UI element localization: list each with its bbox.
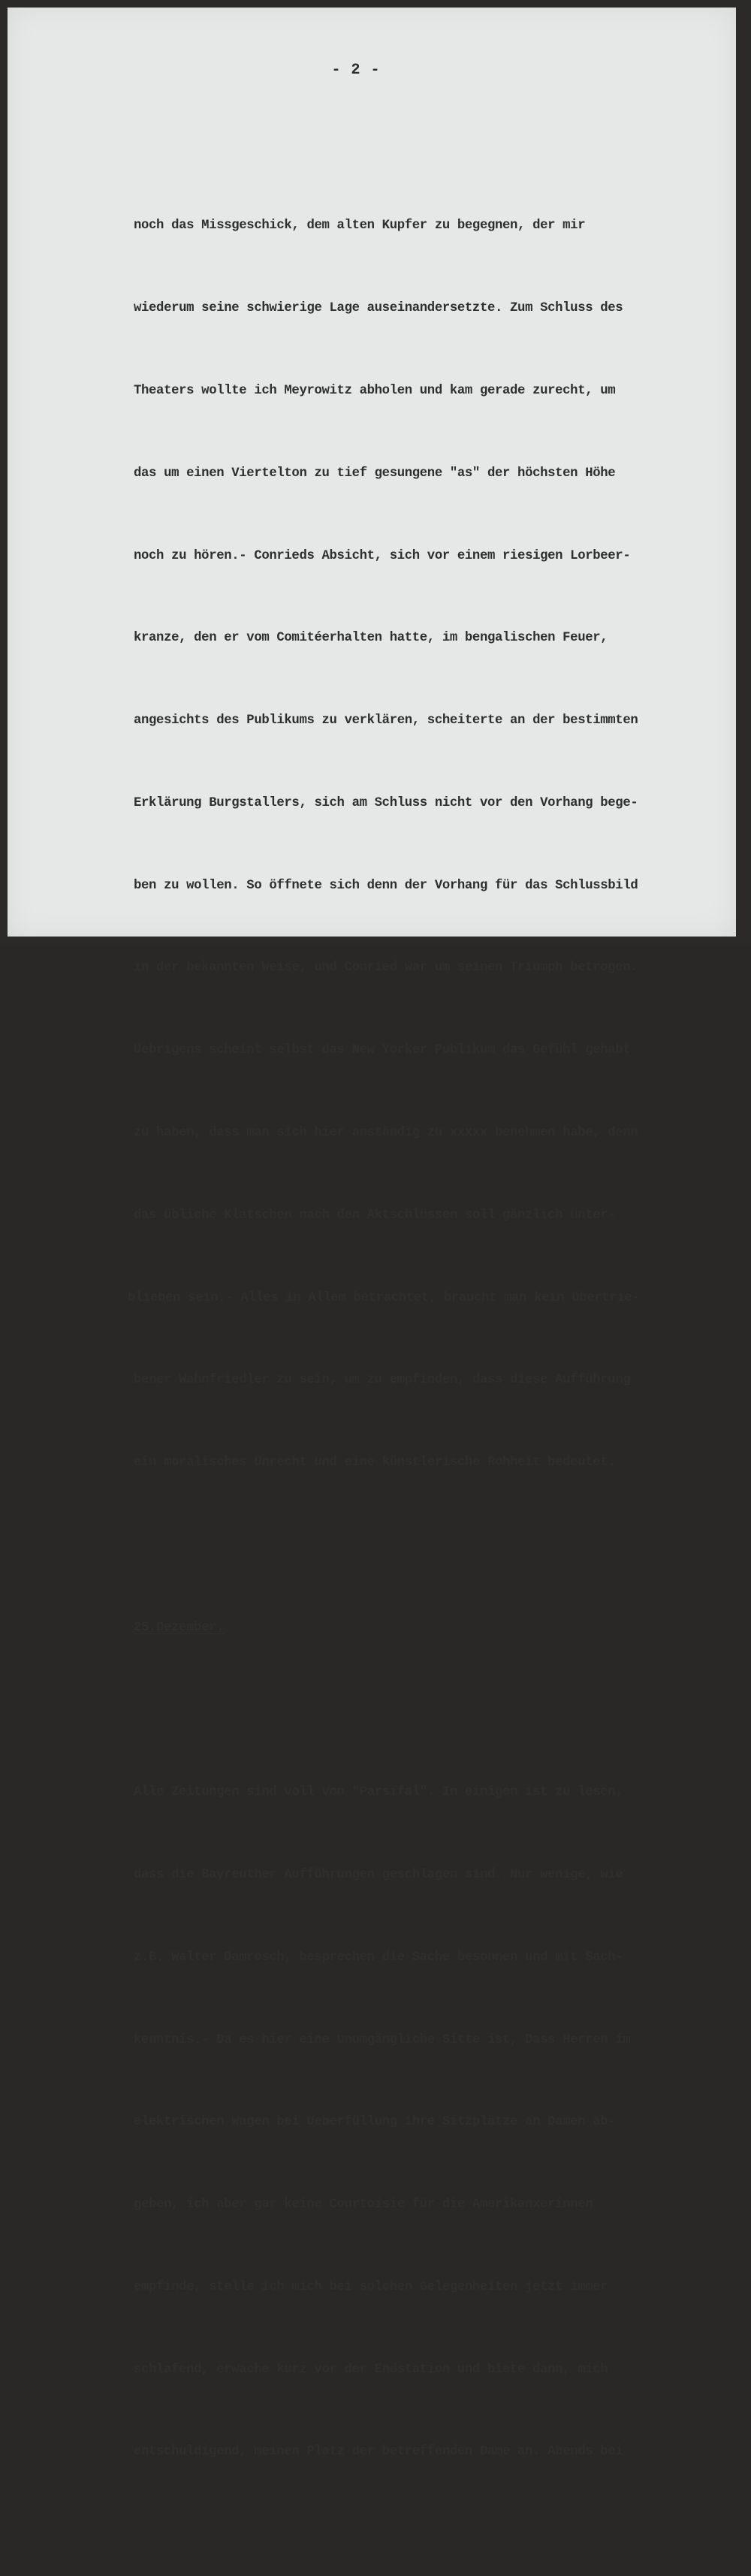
text-line: wiederum seine schwierige Lage auseinandersetzte. Zum Schluss des — [134, 301, 623, 316]
text-line: ein moralisches Unrecht und eine künstlerische Rohheit bedeutet. — [134, 1455, 616, 1470]
text-line: Uebrigens scheint selbst das New Yorker Publikum das Gefühl gehabt — [134, 1043, 631, 1058]
text-line: elektrischen Wagen bei Ueberfüllung ihre Sitzplätze an Damen ab- — [134, 2115, 616, 2130]
section-heading — [128, 1615, 698, 1642]
text-line: das übliche Klatschen nach den Aktschlüssen soll gänzlich unter- — [134, 1208, 616, 1223]
text-line: Theaters wollte ich Meyrowitz abholen und kam gerade zurecht, um — [134, 383, 616, 398]
text-line: noch das Missgeschick, dem alten Kupfer zu begegnen, der mir — [134, 219, 586, 234]
page-number: - 2 - — [331, 62, 381, 79]
text-line: noch zu hören.- Conrieds Absicht, sich vor einem riesigen Lorbeer- — [134, 548, 631, 563]
text-line: blieben sein.- Alles in Allem betrachtet, braucht man kein übertrie- — [128, 1290, 640, 1305]
text-line: z.B. Walter Damrosch, besprechen die Sache besonnen und mit Sach- — [134, 1950, 623, 1965]
text-line: ben zu wollen. So öffnete sich denn der Vorhang für das Schlussbild — [134, 878, 638, 893]
text-line: bener Wahnfriedler zu sein, um zu empfinden, dass diese Aufführung — [134, 1373, 631, 1388]
text-line: Erklärung Burgstallers, sich am Schluss nicht vor den Vorhang bege- — [134, 795, 638, 810]
paragraph-2 — [128, 1724, 698, 2521]
text-line: Alle Zeitungen sind voll von "Parsifal". In einigen ist zu lesen, — [134, 1785, 623, 1800]
section-heading-text: 25.Dezember. — [134, 1620, 225, 1635]
text-line: zu haben, dass man sich hier anständig zu xxxxx benehmen habe, denn — [134, 1125, 638, 1140]
text-line: kranze, den er vom Comitéerhalten hatte, im bengalischen Feuer, — [134, 631, 608, 646]
text-line: schlafend, erwache kurz vor der Endstation und biete dann, mich — [134, 2362, 608, 2377]
typed-text-body — [128, 103, 698, 2576]
text-line: empfinde, stelle ich mich bei solchen Gelegenheiten jetzt immer — [134, 2279, 608, 2294]
text-line: in der bekannten Weise, und Conried war um seinen Triumph betrogen. — [134, 961, 638, 976]
text-line: entschuldigend, meinen Platz der betreffenden Dame an. Abends bei — [134, 2445, 623, 2460]
document-page — [8, 8, 736, 2460]
text-line: das um einen Viertelton zu tief gesungene "as" der höchsten Höhe — [134, 466, 616, 481]
paragraph-1 — [128, 158, 698, 1532]
text-line: dass die Bayreuther Aufführungen geschlagen sind. Nur wenige, wie — [134, 1868, 623, 1882]
text-line: angesichts des Publikums zu verklären, scheiterte an der bestimmten — [134, 713, 638, 728]
text-line: kenntnis.- Da es hier eine unumgängliche Sitte ist, Dass Herren im — [134, 2032, 631, 2047]
text-line: geben, ich aber gar keine Courtoisie für die Amerikanxerinnen — [134, 2197, 593, 2213]
